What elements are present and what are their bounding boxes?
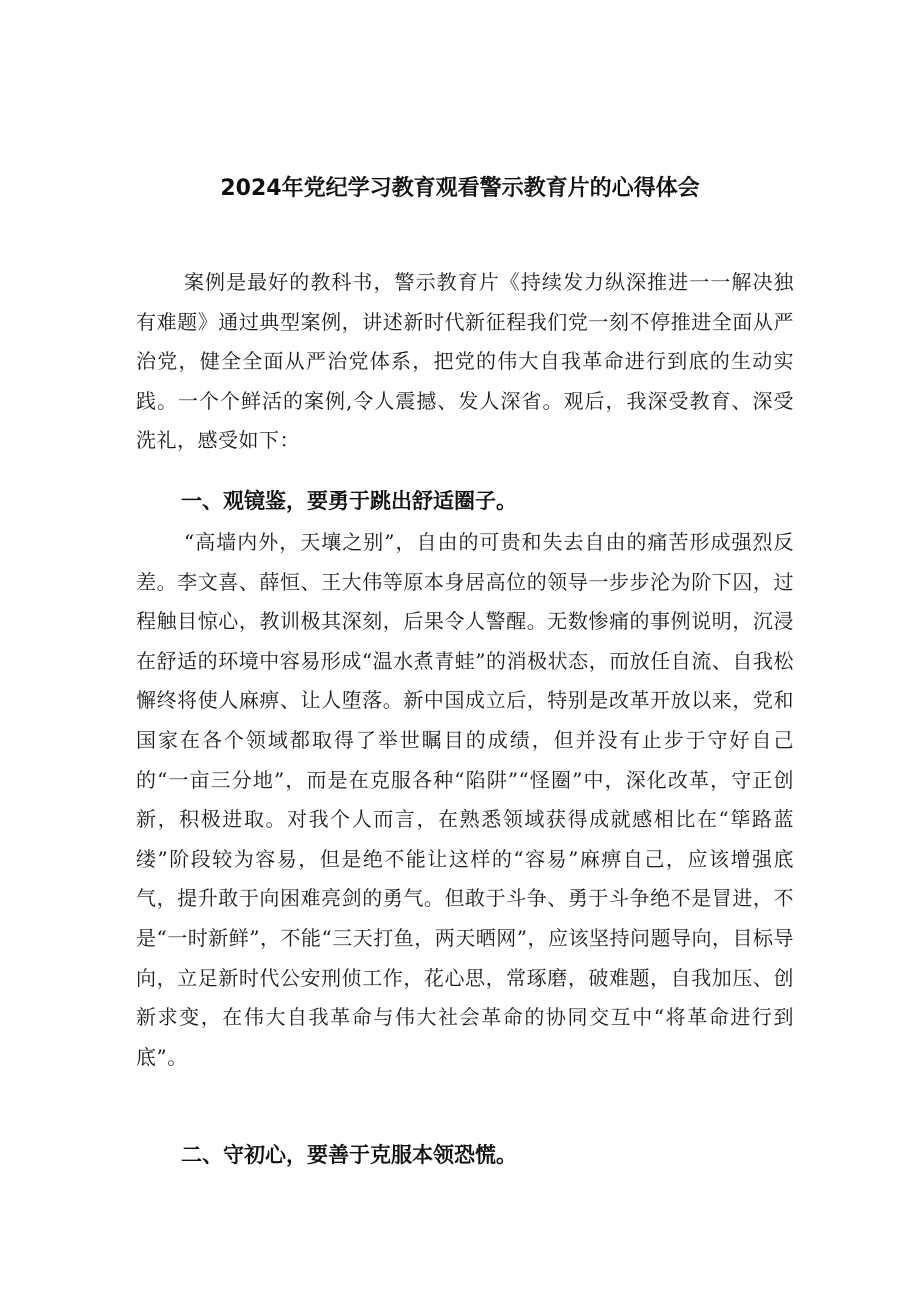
- intro-paragraph: 案例是最好的教科书，警示教育片《持续发力纵深推进一一解决独有难题》通过典型案例，讲述新时代新征程我们党一刻不停推进全面从严治党，健全全面从严治党体系，把党的伟大自我革命进行到底的生动实践。一个个鲜活的案例,令人震撼、发人深省。观后，我深受教育、深受洗礼，感受如下：: [136, 270, 794, 453]
- section-heading-2: 二、守初心，要善于克服本领恐慌。: [181, 1143, 517, 1167]
- section-heading-1: 一、观镜鉴，要勇于跳出舒适圈子。: [181, 489, 517, 513]
- section-1-paragraph: “高墙内外，天壤之别”，自由的可贵和失去自由的痛苦形成强烈反差。李文喜、薛恒、王大伟等原本身居高位的领导一步步沦为阶下囚，过程触目惊心，教训极其深刻，后果令人警醒。无数惨痛的事例说明，沉浸在舒适的环境中容易形成“温水煮青蛙”的消极状态，而放任自流、自我松懈终将使人麻痹、让人堕落。新中国成立后，特别是改革开放以来，党和国家在各个领域都取得了举世瞩目的成绩，但并没有止步于守好自己的“一亩三分地”，而是在克服各种“陷阱”“怪圈”中，深化改革，守正创新，积极进取。对我个人而言，在熟悉领域获得成就感相比在“筚路蓝缕”阶段较为容易，但是绝不能让这样的“容易”麻痹自己，应该增强底气，提升敢于向困难亮剑的勇气。但敢于斗争、勇于斗争绝不是冒进，不是“一时新鲜”，不能“三天打鱼，两天晒网”，应该坚持问题导向，目标导向，立足新时代公安刑侦工作，花心思，常琢磨，破难题，自我加压、创新求变，在伟大自我革命与伟大社会革命的协同交互中“将革命进行到底”。: [136, 530, 794, 1069]
- document-title: 2024年党纪学习教育观看警示教育片的心得体会: [220, 176, 700, 201]
